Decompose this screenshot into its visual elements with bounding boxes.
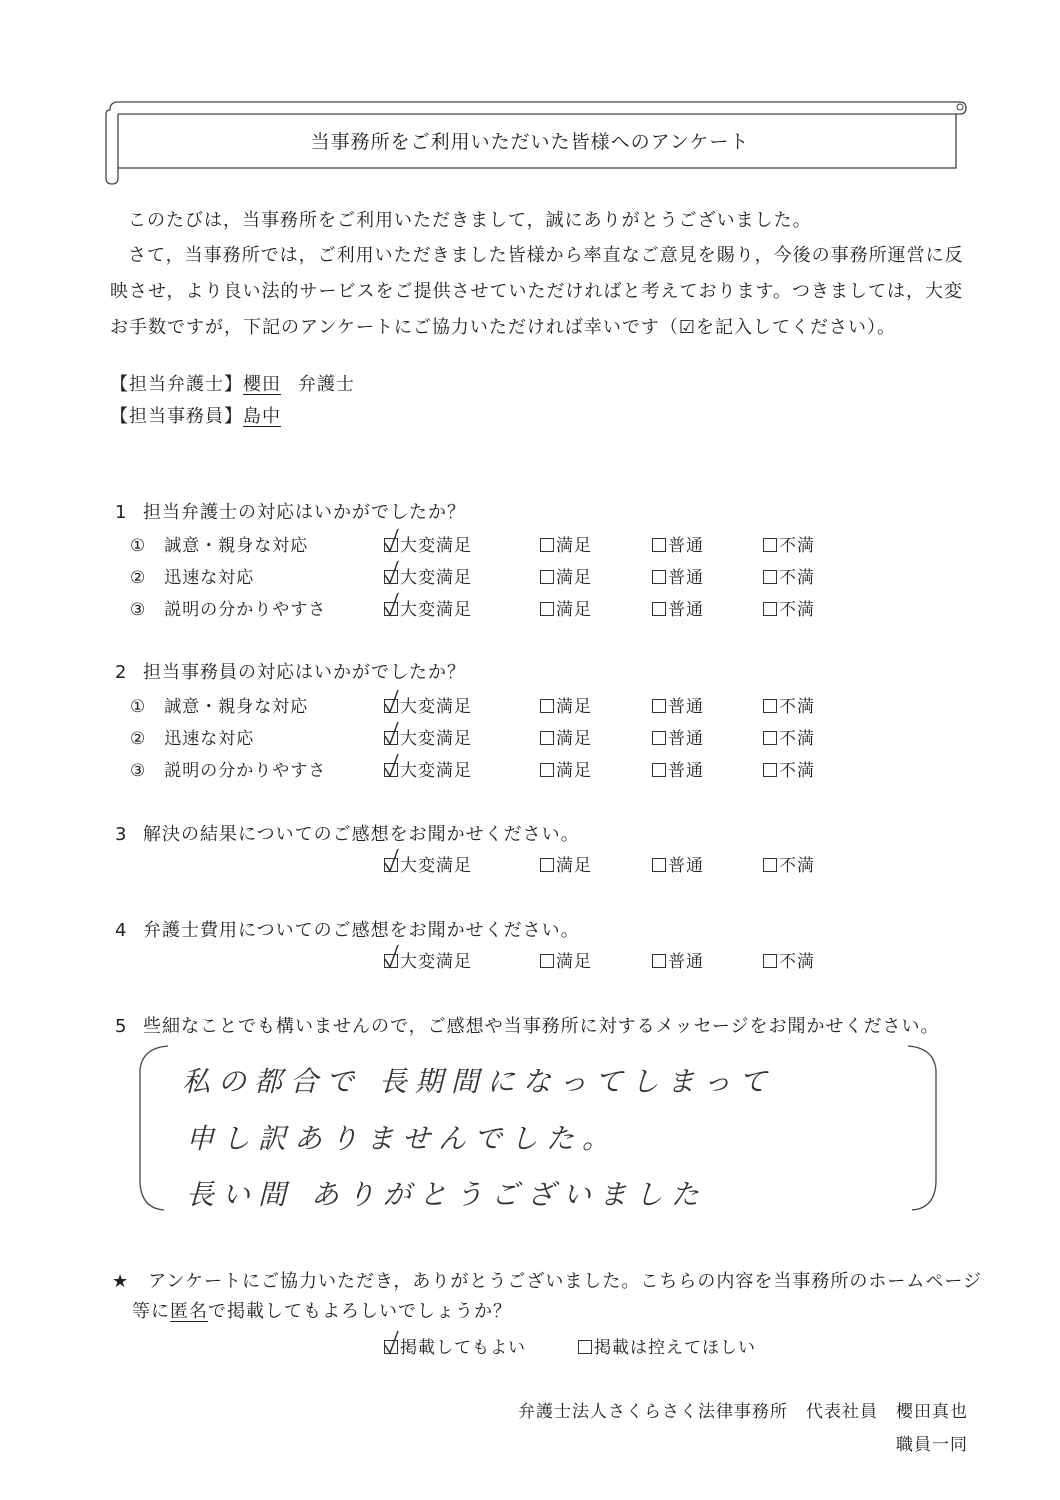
publish-text-2c: で掲載してもよろしいでしょうか？ bbox=[208, 1301, 512, 1322]
q2-row-2-option-4[interactable] bbox=[763, 724, 815, 749]
checkbox[interactable] bbox=[384, 954, 398, 968]
q5-heading bbox=[115, 1012, 940, 1038]
lawyer-row bbox=[110, 370, 355, 396]
q1-item-2-mark: ② bbox=[130, 568, 147, 588]
check-mark-icon bbox=[383, 945, 403, 969]
comment-line-1: 私の都合で 長期間になってしまって bbox=[182, 1065, 775, 1098]
q1-item-1-mark: ① bbox=[130, 536, 147, 556]
q5-text: 些細なことでも構いませんので，ご感想や当事務所に対するメッセージをお聞かせください。 bbox=[143, 1016, 940, 1037]
publish-no-checkbox[interactable] bbox=[578, 1340, 592, 1354]
option-label: 満足 bbox=[556, 600, 592, 620]
q1-item-2 bbox=[130, 563, 254, 588]
lawyer-label: 【担当弁護士】 bbox=[110, 374, 243, 395]
q1-row-3-option-1[interactable] bbox=[384, 595, 472, 620]
q1-row-1-option-3[interactable] bbox=[652, 531, 704, 556]
q1-row-1-option-4[interactable] bbox=[763, 531, 815, 556]
check-mark-icon bbox=[383, 529, 403, 553]
q1-item-3-label: 説明の分かりやすさ bbox=[164, 600, 327, 620]
lawyer-suffix: 弁護士 bbox=[298, 374, 355, 395]
check-mark-icon bbox=[383, 722, 403, 746]
checkbox[interactable] bbox=[540, 699, 554, 713]
option-label: 不満 bbox=[779, 697, 815, 717]
publish-line-1 bbox=[112, 1267, 982, 1293]
q4-number: 4 bbox=[115, 920, 128, 941]
checkbox[interactable] bbox=[540, 602, 554, 616]
checkbox[interactable] bbox=[384, 538, 398, 552]
q2-item-3 bbox=[130, 756, 326, 781]
checkbox[interactable] bbox=[540, 570, 554, 584]
publish-option-yes[interactable] bbox=[384, 1333, 526, 1358]
q4-heading bbox=[115, 916, 580, 942]
option-label: 不満 bbox=[779, 856, 815, 876]
option-label: 不満 bbox=[779, 729, 815, 749]
checkbox[interactable] bbox=[540, 763, 554, 777]
option-label: 大変満足 bbox=[400, 856, 472, 876]
option-label: 大変満足 bbox=[400, 761, 472, 781]
clerk-row bbox=[110, 402, 281, 428]
q4-row-1-option-4[interactable] bbox=[763, 947, 815, 972]
option-label: 満足 bbox=[556, 536, 592, 556]
q1-row-3-option-2[interactable] bbox=[540, 595, 592, 620]
option-label: 満足 bbox=[556, 952, 592, 972]
checkbox[interactable] bbox=[652, 699, 666, 713]
option-label: 普通 bbox=[668, 856, 704, 876]
q2-row-2-option-3[interactable] bbox=[652, 724, 704, 749]
q1-row-2-option-3[interactable] bbox=[652, 563, 704, 588]
comment-line-2: 申し訳ありませんでした。 bbox=[186, 1122, 619, 1155]
publish-line-2 bbox=[132, 1297, 512, 1323]
option-label: 不満 bbox=[779, 761, 815, 781]
option-label: 普通 bbox=[668, 697, 704, 717]
option-label: 満足 bbox=[556, 856, 592, 876]
publish-yes-checkbox[interactable] bbox=[384, 1340, 398, 1354]
q2-row-2-option-1[interactable] bbox=[384, 724, 472, 749]
option-label: 普通 bbox=[668, 536, 704, 556]
checkbox[interactable] bbox=[540, 954, 554, 968]
checkbox[interactable] bbox=[763, 538, 777, 552]
option-label: 大変満足 bbox=[400, 952, 472, 972]
publish-text-1: アンケートにご協力いただき，ありがとうございました。こちらの内容を当事務所のホームページ bbox=[148, 1271, 982, 1292]
publish-option-no[interactable] bbox=[578, 1333, 756, 1358]
comment-line-3: 長い間 ありがとうございました bbox=[186, 1178, 707, 1211]
checkbox[interactable] bbox=[652, 731, 666, 745]
checkbox[interactable] bbox=[652, 602, 666, 616]
q1-heading bbox=[115, 498, 466, 524]
checkbox[interactable] bbox=[763, 731, 777, 745]
q2-item-3-label: 説明の分かりやすさ bbox=[164, 761, 327, 781]
star-icon: ★ bbox=[112, 1271, 130, 1292]
checkbox[interactable] bbox=[384, 731, 398, 745]
q3-row-1-option-1[interactable] bbox=[384, 851, 472, 876]
q1-text: 担当弁護士の対応はいかがでしたか？ bbox=[143, 502, 466, 523]
checkbox[interactable] bbox=[763, 954, 777, 968]
q2-row-3-option-4[interactable] bbox=[763, 756, 815, 781]
check-mark-icon bbox=[383, 593, 403, 617]
q2-item-2-mark: ② bbox=[130, 729, 147, 749]
checkbox[interactable] bbox=[652, 954, 666, 968]
q1-item-1-label: 誠意・親身な対応 bbox=[164, 536, 309, 556]
q2-row-3-option-2[interactable] bbox=[540, 756, 592, 781]
check-mark-icon bbox=[383, 1331, 403, 1355]
q2-row-2-option-2[interactable] bbox=[540, 724, 592, 749]
q1-item-2-label: 迅速な対応 bbox=[164, 568, 255, 588]
q2-row-1-option-1[interactable] bbox=[384, 692, 472, 717]
q3-number: 3 bbox=[115, 824, 128, 845]
q1-item-3-mark: ③ bbox=[130, 600, 147, 620]
intro-line-1: このたびは，当事務所をご利用いただきまして，誠にありがとうございました。 bbox=[128, 210, 812, 231]
publish-anonymous: 匿名 bbox=[170, 1301, 208, 1322]
q1-row-3-option-4[interactable] bbox=[763, 595, 815, 620]
intro-line-2: さて，当事務所では，ご利用いただきました皆様から率直なご意見を賜り，今後の事務所運営に反映させ，より良い法的サービスをご提供させていただければと考えております。つきましては，大変お手数ですが，下記のアンケートにご協力いただければ幸いです（☑を記入してください）。 bbox=[110, 245, 964, 338]
checkbox[interactable] bbox=[384, 858, 398, 872]
q2-row-3-option-3[interactable] bbox=[652, 756, 704, 781]
publish-yes-label: 掲載してもよい bbox=[400, 1338, 526, 1358]
q5-number: 5 bbox=[115, 1016, 128, 1037]
q1-item-3 bbox=[130, 595, 326, 620]
q2-number: 2 bbox=[115, 662, 128, 683]
q2-item-1-mark: ① bbox=[130, 697, 147, 717]
q3-heading bbox=[115, 820, 580, 846]
q1-row-2-option-2[interactable] bbox=[540, 563, 592, 588]
option-label: 不満 bbox=[779, 536, 815, 556]
option-label: 大変満足 bbox=[400, 600, 472, 620]
option-label: 不満 bbox=[779, 600, 815, 620]
q4-text: 弁護士費用についてのご感想をお聞かせください。 bbox=[143, 920, 580, 941]
q2-text: 担当事務員の対応はいかがでしたか？ bbox=[143, 662, 466, 683]
q2-item-2-label: 迅速な対応 bbox=[164, 729, 255, 749]
q4-row-1-option-3[interactable] bbox=[652, 947, 704, 972]
check-mark-icon bbox=[383, 690, 403, 714]
option-label: 大変満足 bbox=[400, 729, 472, 749]
q1-row-3-option-3[interactable] bbox=[652, 595, 704, 620]
q4-row-1-option-2[interactable] bbox=[540, 947, 592, 972]
checkbox[interactable] bbox=[763, 602, 777, 616]
signature-line-2: 職員一同 bbox=[896, 1435, 968, 1455]
lawyer-name: 櫻田 bbox=[243, 374, 281, 395]
option-label: 不満 bbox=[779, 952, 815, 972]
checkbox[interactable] bbox=[652, 538, 666, 552]
checkbox[interactable] bbox=[763, 858, 777, 872]
page-title: 当事務所をご利用いただいた皆様へのアンケート bbox=[310, 131, 750, 153]
checkbox[interactable] bbox=[652, 763, 666, 777]
q2-row-1-option-2[interactable] bbox=[540, 692, 592, 717]
option-label: 普通 bbox=[668, 761, 704, 781]
option-label: 普通 bbox=[668, 952, 704, 972]
q2-item-1-label: 誠意・親身な対応 bbox=[164, 697, 309, 717]
option-label: 満足 bbox=[556, 568, 592, 588]
q3-row-1-option-3[interactable] bbox=[652, 851, 704, 876]
q3-row-1-option-2[interactable] bbox=[540, 851, 592, 876]
q2-row-1-option-4[interactable] bbox=[763, 692, 815, 717]
q1-row-1-option-1[interactable] bbox=[384, 531, 472, 556]
publish-text-2a: 等に bbox=[132, 1301, 170, 1322]
q3-row-1-option-4[interactable] bbox=[763, 851, 815, 876]
q2-row-1-option-3[interactable] bbox=[652, 692, 704, 717]
q2-heading bbox=[115, 658, 466, 684]
q1-row-2-option-4[interactable] bbox=[763, 563, 815, 588]
q2-item-3-mark: ③ bbox=[130, 761, 147, 781]
checkbox[interactable] bbox=[652, 858, 666, 872]
option-label: 満足 bbox=[556, 761, 592, 781]
clerk-label: 【担当事務員】 bbox=[110, 406, 243, 427]
option-label: 満足 bbox=[556, 697, 592, 717]
q2-item-1 bbox=[130, 692, 308, 717]
checkbox[interactable] bbox=[540, 858, 554, 872]
option-label: 満足 bbox=[556, 729, 592, 749]
checkbox[interactable] bbox=[384, 570, 398, 584]
check-mark-icon bbox=[383, 849, 403, 873]
clerk-name: 島中 bbox=[243, 406, 281, 427]
option-label: 普通 bbox=[668, 729, 704, 749]
q2-row-3-option-1[interactable] bbox=[384, 756, 472, 781]
checkbox[interactable] bbox=[763, 763, 777, 777]
checkbox[interactable] bbox=[384, 602, 398, 616]
q3-text: 解決の結果についてのご感想をお聞かせください。 bbox=[143, 824, 580, 845]
option-label: 大変満足 bbox=[400, 568, 472, 588]
option-label: 大変満足 bbox=[400, 697, 472, 717]
check-mark-icon bbox=[383, 561, 403, 585]
checkbox[interactable] bbox=[540, 731, 554, 745]
checkbox[interactable] bbox=[763, 570, 777, 584]
check-mark-icon bbox=[383, 754, 403, 778]
checkbox[interactable] bbox=[652, 570, 666, 584]
q2-item-2 bbox=[130, 724, 254, 749]
q1-row-1-option-2[interactable] bbox=[540, 531, 592, 556]
checkbox[interactable] bbox=[384, 763, 398, 777]
checkbox[interactable] bbox=[384, 699, 398, 713]
q1-number: 1 bbox=[115, 502, 128, 523]
option-label: 大変満足 bbox=[400, 536, 472, 556]
option-label: 不満 bbox=[779, 568, 815, 588]
checkbox[interactable] bbox=[763, 699, 777, 713]
publish-no-label: 掲載は控えてほしい bbox=[594, 1338, 756, 1358]
option-label: 普通 bbox=[668, 600, 704, 620]
q1-row-2-option-1[interactable] bbox=[384, 563, 472, 588]
q1-item-1 bbox=[130, 531, 308, 556]
option-label: 普通 bbox=[668, 568, 704, 588]
signature-line-1: 弁護士法人さくらさく法律事務所 代表社員 櫻田真也 bbox=[518, 1402, 968, 1422]
checkbox[interactable] bbox=[540, 538, 554, 552]
q4-row-1-option-1[interactable] bbox=[384, 947, 472, 972]
